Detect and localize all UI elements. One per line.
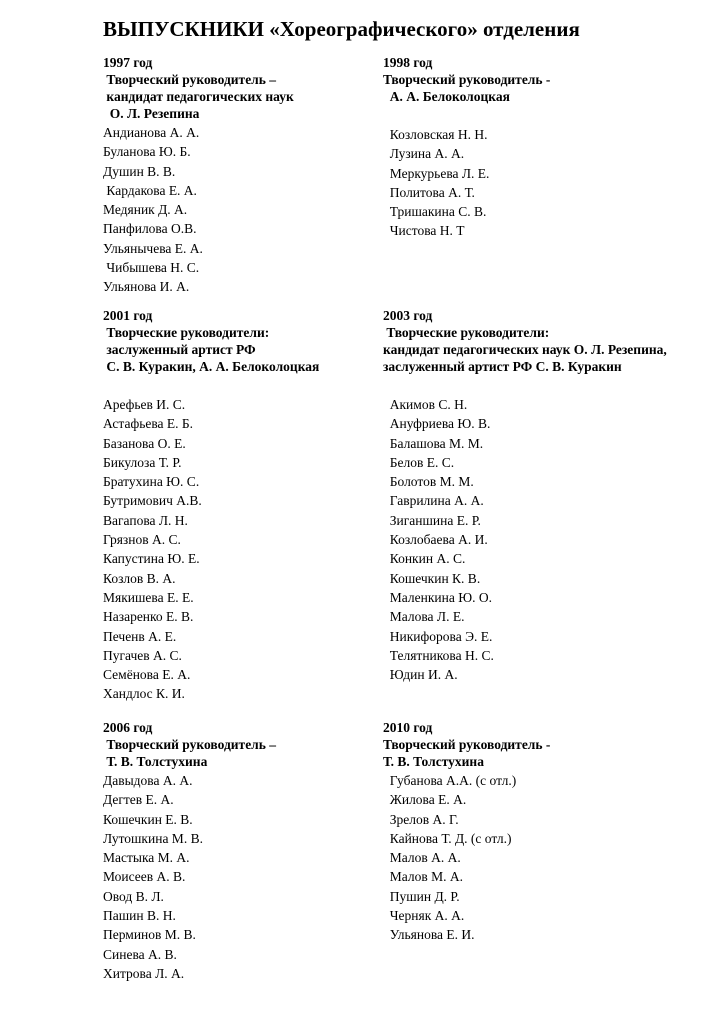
graduation-section-1 [383,54,550,241]
director-line: Творческий руководитель - [383,72,551,87]
director-line: Т. В. Толстухина [103,754,208,769]
director-line: Т. В. Толстухина [383,754,484,769]
list-item: Тришакина С. В. [383,204,487,220]
list-item: Дегтев Е. А. [103,792,174,808]
list-item: Малов А. А. [383,850,461,866]
list-item: Жилова Е. А. [383,792,467,808]
graduation-section-0 [103,54,294,297]
director-line: О. Л. Резепина [103,106,200,121]
list-item: Кошечкин К. В. [383,570,481,586]
list-item: Медяник Д. А. [103,202,188,218]
list-item: Ульянычева Е. А. [103,240,203,256]
list-item: Юдин И. А. [383,667,458,683]
list-item: Акимов С. Н. [383,397,468,412]
list-item: Губанова А.А. (с отл.) [383,773,517,788]
director-line: А. А. Белоколоцкая [383,89,510,104]
page-title: ВЫПУСКНИКИ «Хореографического» отделения [103,17,580,41]
list-item: Малов М. А. [383,869,463,885]
list-item: Зрелов А. Г. [383,811,459,827]
graduate-list [383,395,667,684]
graduate-list [103,395,319,704]
list-item: Козловская Н. Н. [383,127,488,142]
list-item: Гаврилина А. А. [383,493,484,509]
director-line: кандидат педагогических наук [103,89,294,104]
list-item: Кайнова Т. Д. (с отл.) [383,830,512,846]
list-item: Моисеев А. В. [103,869,186,885]
list-item: Астафьева Е. Б. [103,416,194,432]
list-item: Болотов М. М. [383,474,474,490]
section-year: 2001 год [103,308,153,323]
list-item: Балашова М. М. [383,435,484,451]
list-item: Кардакова Е. А. [103,182,197,198]
section-year: 1998 год [383,55,433,70]
list-item: Ануфриева Ю. В. [383,416,491,432]
list-item: Давыдова А. А. [103,773,193,788]
list-item: Мастыка М. А. [103,850,190,866]
list-item: Пугачев А. С. [103,647,182,663]
list-item: Кошечкин Е. В. [103,811,193,827]
director-line: Творческий руководитель – [103,737,277,752]
graduate-list [103,123,294,297]
list-item: Синева А. В. [103,946,177,962]
list-item: Семёнова Е. А. [103,667,191,683]
list-item: Вагапова Л. Н. [103,512,188,528]
list-item: Ульянова И. А. [103,279,190,295]
list-item: Ульянова Е. И. [383,927,475,943]
list-item: Политова А. Т. [383,184,475,200]
director-line: С. В. Куракин, А. А. Белоколоцкая [103,359,320,374]
list-item: Конкин А. С. [383,551,466,567]
list-item: Телятникова Н. С. [383,647,494,663]
director-line: Творческий руководитель - [383,737,551,752]
list-item: Бикулоза Т. Р. [103,454,182,470]
section-year: 2010 год [383,720,433,735]
list-item: Панфилова О.В. [103,221,197,237]
list-item: Андианова А. А. [103,125,200,140]
graduation-section-2 [103,307,319,704]
graduation-section-4 [103,719,276,983]
section-year: 1997 год [103,55,153,70]
list-item: Маленкина Ю. О. [383,589,492,605]
list-item: Лутошкина М. В. [103,830,203,846]
list-item: Капустина Ю. Е. [103,551,200,567]
list-item: Черняк А. А. [383,908,465,924]
list-item: Базанова О. Е. [103,435,186,451]
graduate-list [383,125,550,241]
list-item: Пашин В. Н. [103,908,176,924]
list-item: Душин В. В. [103,163,176,179]
list-item: Чибышева Н. С. [103,260,200,276]
list-item: Братухина Ю. С. [103,474,200,490]
list-item: Чистова Н. Т [383,223,465,239]
list-item: Пушин Д. Р. [383,888,460,904]
list-item: Мякишева Е. Е. [103,589,194,605]
director-line: Творческие руководители: [103,325,270,340]
section-year: 2003 год [383,308,433,323]
list-item: Белов Е. С. [383,454,455,470]
list-item: Козлов В. А. [103,570,176,586]
director-line: кандидат педагогических наук О. Л. Резепина, [383,342,667,357]
director-line: Творческие руководители: [383,325,550,340]
list-item: Грязнов А. С. [103,532,181,548]
list-item: Арефьев И. С. [103,397,186,412]
graduation-section-5 [383,719,550,945]
list-item: Никифорова Э. Е. [383,628,493,644]
director-line: Творческий руководитель – [103,72,277,87]
director-line: заслуженный артист РФ С. В. Куракин [383,359,622,374]
list-item: Хандлос К. И. [103,686,185,702]
list-item: Хитрова Л. А. [103,965,185,981]
list-item: Меркурьева Л. Е. [383,165,490,181]
list-item: Зиганшина Е. Р. [383,512,481,528]
list-item: Назаренко Е. В. [103,609,194,625]
graduation-section-3 [383,307,667,684]
list-item: Овод В. Л. [103,888,164,904]
list-item: Буланова Ю. Б. [103,144,191,160]
list-item: Перминов М. В. [103,927,196,943]
list-item: Малова Л. Е. [383,609,465,625]
director-line: заслуженный артист РФ [103,342,256,357]
graduate-list [103,771,276,983]
graduate-list [383,771,550,945]
section-year: 2006 год [103,720,153,735]
list-item: Лузина А. А. [383,146,465,162]
list-item: Козлобаева А. И. [383,532,488,548]
list-item: Печенв А. Е. [103,628,177,644]
list-item: Бутримович А.В. [103,493,202,509]
